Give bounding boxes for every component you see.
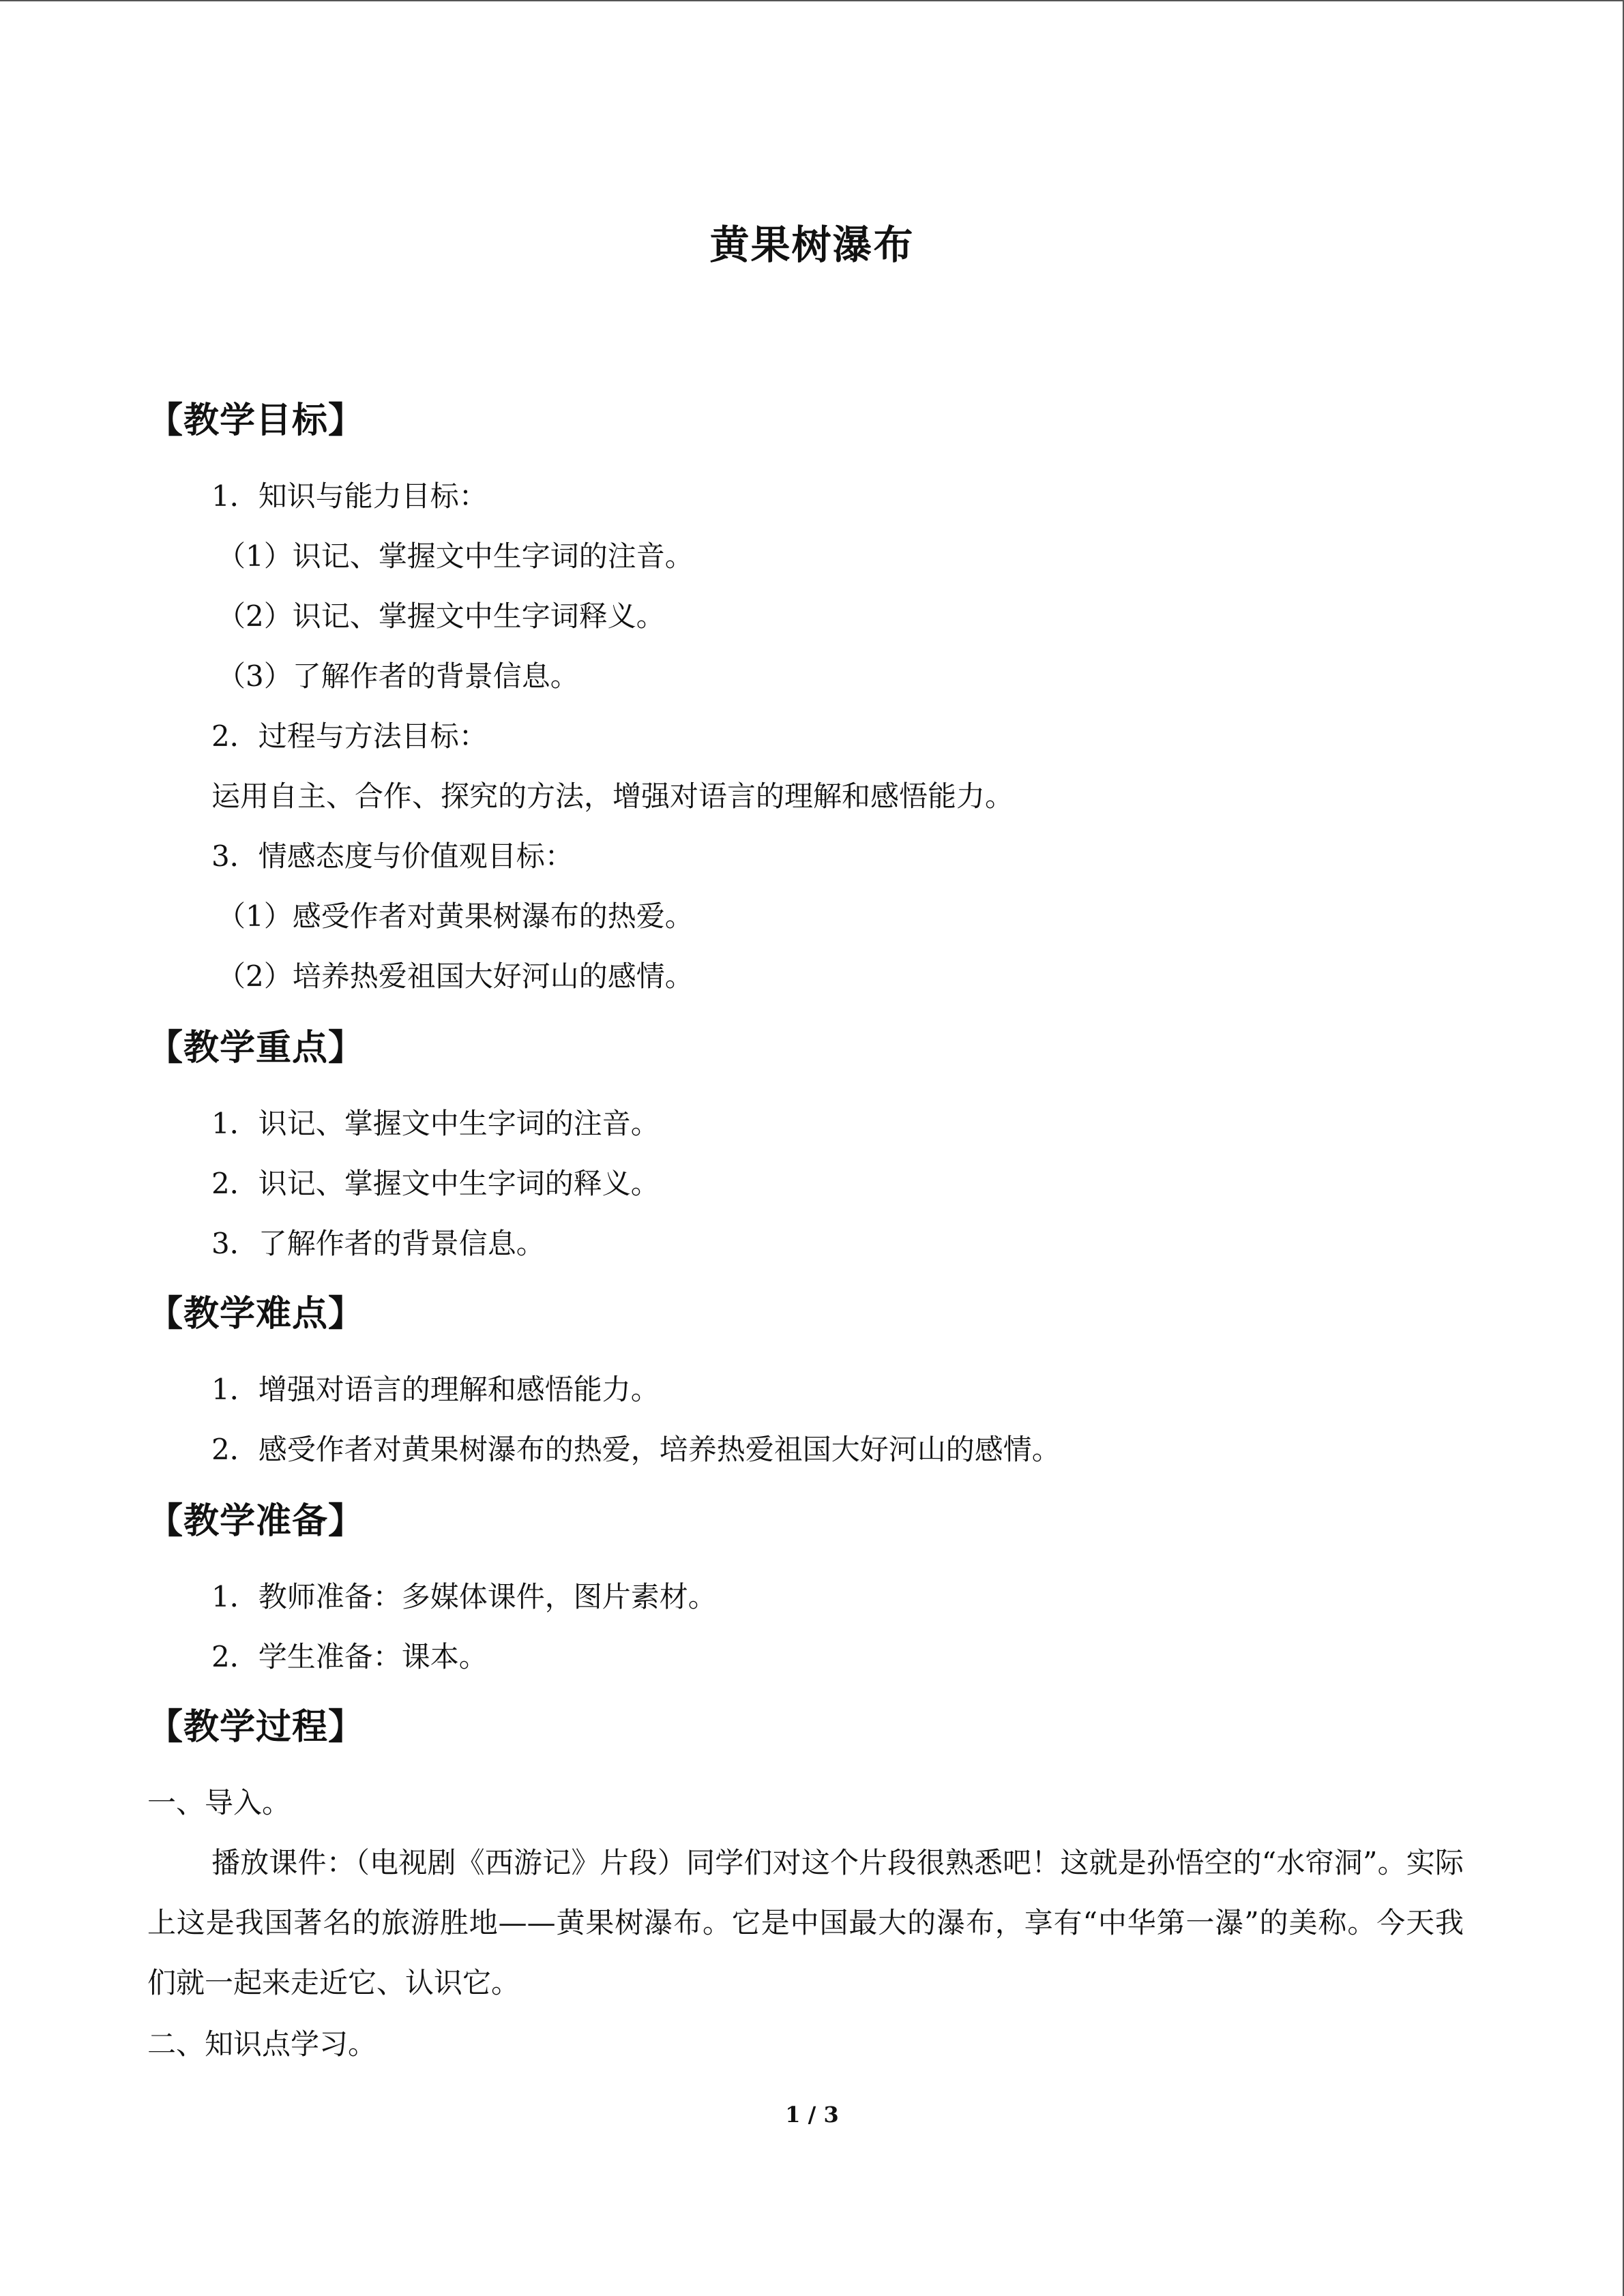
page-number: 1 / 3 <box>785 2102 839 2128</box>
key-point-line: 1．识记、掌握文中生字词的注音。 <box>211 1107 660 1140</box>
preparation-line: 1．教师准备：多媒体课件，图片素材。 <box>211 1580 717 1613</box>
document-title: 黄果树瀑布 <box>709 222 915 268</box>
heading-preparation: 【教学准备】 <box>147 1501 365 1542</box>
objective-line: （1）感受作者对黄果树瀑布的热爱。 <box>217 899 694 933</box>
objective-line: 2．过程与方法目标： <box>211 719 488 753</box>
difficulty-line: 1．增强对语言的理解和感悟能力。 <box>211 1373 660 1406</box>
heading-key-points: 【教学重点】 <box>147 1028 365 1069</box>
key-point-line: 3．了解作者的背景信息。 <box>211 1227 545 1260</box>
process-step-knowledge: 二、知识点学习。 <box>147 2027 377 2061</box>
objective-line: （2）识记、掌握文中生字词释义。 <box>217 599 665 633</box>
objective-line: （3）了解作者的背景信息。 <box>217 659 579 693</box>
process-step-intro: 一、导入。 <box>147 1786 291 1819</box>
objective-line: （2）培养热爱祖国大好河山的感情。 <box>217 959 694 993</box>
key-point-line: 2．识记、掌握文中生字词的释义。 <box>211 1167 660 1200</box>
objective-line: （1）识记、掌握文中生字词的注音。 <box>217 539 694 573</box>
objective-line: 运用自主、合作、探究的方法，增强对语言的理解和感悟能力。 <box>211 779 1014 813</box>
process-paragraph: 播放课件：（电视剧《西游记》片段）同学们对这个片段很熟悉吧！这就是孙悟空的“水帘洞”。实际上这是我国著名的旅游胜地——黄果树瀑布。它是中国最大的瀑布，享有“中华第一瀑”的美称。今天我们就一起来走近它、认识它。 <box>147 1846 1464 1999</box>
heading-difficulties: 【教学难点】 <box>147 1294 365 1335</box>
difficulty-line: 2．感受作者对黄果树瀑布的热爱，培养热爱祖国大好河山的感情。 <box>211 1433 1061 1466</box>
preparation-line: 2．学生准备：课本。 <box>211 1640 488 1673</box>
objective-line: 1．知识与能力目标： <box>211 479 488 513</box>
objective-line: 3．情感态度与价值观目标： <box>211 839 574 873</box>
heading-process: 【教学过程】 <box>147 1707 365 1748</box>
heading-objectives: 【教学目标】 <box>147 400 365 441</box>
